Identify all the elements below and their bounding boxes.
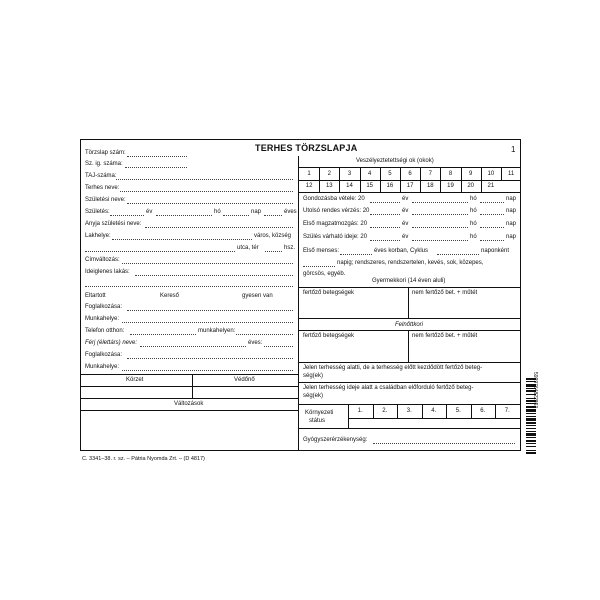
risk-cell-6[interactable]: 6 (408, 171, 412, 177)
ideiglenes-field-2[interactable] (85, 286, 293, 287)
barcode-number: 5999764822853 (532, 372, 538, 409)
risk-cell-divider (481, 168, 482, 180)
egyesen-label[interactable]: gyesen van (242, 293, 273, 299)
szul-eves-field[interactable] (264, 215, 282, 216)
utolso-nap-label: nap (506, 208, 517, 214)
status-cell-divider (520, 404, 521, 418)
risk-cell-divider (461, 168, 462, 180)
gondozas-ev-label: év (402, 196, 409, 202)
foglalk-label: Foglalkozása: (85, 304, 123, 310)
ferj-label: Férj (élettárs) neve: (85, 340, 138, 346)
risk-cell-9[interactable]: 9 (469, 171, 473, 177)
menses-mid-label: éves korban, Cyklus (374, 248, 429, 254)
hsz-field[interactable] (265, 251, 282, 252)
gondozas-nap-label: nap (506, 196, 517, 202)
utolso-ev-label: év (402, 208, 409, 214)
varhato-ho-field[interactable] (412, 240, 468, 241)
eltartott-label[interactable]: Eltartott (85, 293, 106, 299)
magzat-ho-field[interactable] (412, 227, 468, 228)
status-cell-3[interactable]: 3. (406, 408, 412, 414)
utca-label: utca, tér (237, 245, 259, 251)
kornyezeti-label: Környezeti (305, 410, 334, 416)
risk-cell-divider (501, 168, 502, 180)
menses-cycle-field[interactable] (437, 254, 479, 255)
veszely-label: Veszélyeztetettségi ok (okok) (356, 158, 434, 164)
hsz-label: hsz. (284, 245, 296, 251)
status-cell-6[interactable]: 6. (480, 408, 486, 414)
varos-label: város, község (254, 233, 292, 239)
munkahely-label: Munkahelye: (85, 316, 120, 322)
lakhely-label: Lakhelye: (85, 233, 111, 239)
grid-top (299, 167, 521, 168)
korzet-box-top (80, 374, 298, 375)
szul-nap-field[interactable] (223, 215, 249, 216)
szul-nap-label: nap (251, 209, 262, 215)
utolso-nap-field[interactable] (480, 214, 504, 215)
risk-cell-21[interactable]: 21 (487, 183, 495, 189)
risk-cell-divider (319, 180, 320, 192)
status-cells-bottom (348, 418, 520, 419)
risk-cell-18[interactable]: 18 (426, 183, 434, 189)
ideiglenes-label: Ideiglenes lakás: (85, 269, 130, 275)
ideiglenes-field[interactable] (135, 275, 293, 276)
felnott-fertozo-label: fertőző betegségek (303, 333, 355, 339)
korzet-label: Körzet (126, 377, 144, 383)
risk-cell-divider (481, 180, 482, 192)
risk-cell-17[interactable]: 17 (406, 183, 414, 189)
szul-ev-label: év (146, 209, 153, 215)
gondozas-ho-label: hó (470, 196, 477, 202)
risk-cell-16[interactable]: 16 (386, 183, 394, 189)
risk-cell-divider (400, 180, 401, 192)
munkahely2-field[interactable] (122, 370, 293, 371)
risk-cell-divider (400, 168, 401, 180)
szul-ev-field[interactable] (110, 215, 144, 216)
felnottkori-label: Felnőttkori (395, 322, 424, 328)
foglalk-field[interactable] (127, 310, 293, 311)
korzet-divider (192, 374, 193, 398)
magzat-label: Első magzatmozgás: 20 (303, 221, 368, 227)
felnott-divider (408, 330, 409, 362)
ferj-eves-field[interactable] (264, 346, 293, 347)
szul-label: Születés: (85, 209, 110, 215)
taj-field[interactable] (116, 179, 293, 180)
vedono-label: Védőnő (234, 377, 255, 383)
menses-age-field[interactable] (340, 254, 372, 255)
status-cell-4[interactable]: 4. (431, 408, 437, 414)
risk-cell-divider (380, 180, 381, 192)
jelen1b-text: ség(ek) (303, 373, 324, 379)
torzslap-field[interactable] (127, 156, 187, 157)
risk-cell-3[interactable]: 3 (347, 171, 352, 177)
risk-cell-divider (461, 180, 462, 192)
gyermek-top (299, 287, 521, 288)
footer-text: C. 3341–38. r. sz. – Pátria Nyomda Zrt. – (D 4817) (82, 456, 205, 462)
gyermek-fertozo-label: fertőző betegségek (303, 290, 355, 296)
utolso-ho-field[interactable] (412, 214, 468, 215)
risk-cell-19[interactable]: 19 (447, 183, 454, 189)
valtozasok-line (80, 410, 298, 411)
naponkent-label: naponként (481, 248, 510, 254)
gyermek-nem-fertozo-label: nem fertőző bet. + műtét (412, 290, 478, 296)
magzat-nap-field[interactable] (480, 227, 504, 228)
risk-cell-4[interactable]: 4 (368, 171, 372, 177)
risk-cell-20[interactable]: 20 (467, 183, 475, 189)
risk-cell-divider (319, 168, 320, 180)
cim-label: Címváltozás: (85, 257, 120, 263)
utca-field[interactable] (85, 251, 235, 252)
felnott-header-line (299, 330, 521, 331)
foglalk2-field[interactable] (127, 358, 293, 359)
gyogyszer-label: Gyógyszerérzékenység: (303, 437, 368, 443)
torzslap-label: Törzslap szám: (85, 150, 126, 156)
jelen2-top (299, 382, 521, 383)
risk-cell-divider (339, 180, 340, 192)
kornyezeti-top (299, 404, 521, 405)
szul-ho-label: hó (214, 209, 221, 215)
varhato-ev-label: év (402, 234, 409, 240)
risk-cell-1[interactable]: 1 (307, 171, 311, 177)
gyermek-divider (408, 287, 409, 318)
risk-cell-divider (339, 168, 340, 180)
felnott-nem-fertozo-label: nem fertőző bet. + műtét (412, 333, 478, 339)
risk-cell-divider (360, 180, 361, 192)
szul-neve-label: Születési neve: (85, 197, 126, 203)
jelen1-top (299, 362, 521, 363)
szul-ho-field[interactable] (156, 215, 212, 216)
magzat-ev-field[interactable] (370, 227, 400, 228)
taj-label: TAJ-száma: (85, 173, 117, 179)
anyja-field[interactable] (145, 227, 293, 228)
risk-cell-divider (380, 168, 381, 180)
lakhely-field[interactable] (112, 239, 252, 240)
gyogyszer-field[interactable] (373, 443, 515, 444)
column-divider (298, 156, 299, 451)
magzat-ho-label: hó (470, 221, 477, 227)
grid-bottom (299, 192, 521, 193)
varhato-nap-field[interactable] (480, 240, 504, 241)
jelen2-text: Jelen terhesség ideje alatt a családban előforduló fertőző beteg- (303, 385, 474, 391)
munkahelyen-field[interactable] (236, 334, 293, 335)
korzet-header-line (80, 386, 298, 387)
kornyezeti-bottom (299, 428, 521, 429)
cim-field[interactable] (122, 263, 293, 264)
valtozasok-label: Változások (174, 401, 204, 407)
risk-cell-13[interactable]: 13 (325, 183, 333, 189)
kereso-label[interactable]: Kereső (160, 293, 180, 299)
telefon-label: Telefon otthon: (85, 328, 125, 334)
telefon-field[interactable] (130, 334, 196, 335)
risk-cell-7[interactable]: 7 (428, 171, 432, 177)
risk-cell-15[interactable]: 15 (366, 183, 374, 189)
gondozas-nap-field[interactable] (480, 202, 504, 203)
page-number: 1 (511, 145, 516, 154)
gyermekkori-label: Gyermekkori (14 éven aluli) (372, 278, 446, 284)
utolso-ho-label: hó (470, 208, 477, 214)
varhato-label: Szülés várható ideje: 20 (303, 234, 368, 240)
munkahelyen-label: munkahelyen: (198, 328, 236, 334)
risk-cell-2[interactable]: 2 (327, 171, 331, 177)
risk-cell-divider (440, 180, 441, 192)
status-cell-5[interactable]: 5. (455, 408, 461, 414)
risk-cell-divider (440, 168, 441, 180)
menses-label: Első menses: (303, 248, 340, 254)
menses-days-field[interactable] (303, 266, 335, 267)
risk-cell-14[interactable]: 14 (346, 183, 353, 189)
gondozas-ev-field[interactable] (370, 202, 400, 203)
risk-cell-11[interactable]: 11 (507, 171, 515, 177)
utolso-ev-field[interactable] (370, 214, 400, 215)
form-title: TERHES TÖRZSLAPJA (255, 143, 358, 153)
szul-neve-field[interactable] (127, 203, 293, 204)
risk-cell-divider (420, 180, 421, 192)
status-cell-2[interactable]: 2. (382, 408, 388, 414)
varhato-ev-field[interactable] (370, 240, 400, 241)
risk-cell-8[interactable]: 8 (448, 171, 453, 177)
varhato-ho-label: hó (470, 234, 477, 240)
utolso-label: Utolsó rendes vérzés: 20 (303, 208, 370, 214)
szig-label: Sz. ig. száma: (85, 161, 123, 167)
valtozasok-top (80, 398, 298, 399)
jelen2b-text: ség(ek) (303, 393, 324, 399)
foglalk2-label: Foglalkozása: (85, 352, 123, 358)
ferj-eves-label: éves: (248, 340, 263, 346)
ferj-field[interactable] (140, 346, 246, 347)
magzat-ev-label: év (402, 221, 409, 227)
felnott-top (299, 318, 521, 319)
status-cell-1[interactable]: 1. (357, 408, 363, 414)
neve-field[interactable] (120, 191, 293, 192)
varhato-nap-label: nap (506, 234, 517, 240)
munkahely-field[interactable] (122, 322, 293, 323)
magzat-nap-label: nap (506, 221, 517, 227)
neve-label: Terhes neve: (85, 185, 120, 191)
gondozas-label: Gondozásba vétele: 20 (303, 196, 365, 202)
anyja-label: Anyja születési neve: (85, 221, 142, 227)
status-cell-7[interactable]: 7. (504, 408, 510, 414)
munkahely2-label: Munkahelye: (85, 364, 120, 370)
menses2-text: napig; rendszeres, rendszertelen, kevés, sok, közepes, (337, 260, 484, 266)
status-label: státus (309, 418, 326, 424)
risk-cell-10[interactable]: 10 (487, 171, 495, 177)
gondozas-ho-field[interactable] (412, 202, 468, 203)
menses3-text: görcsös, egyéb. (303, 271, 346, 277)
jelen1-text: Jelen terhesség alatti, de a terhesség előtt kezdődött fertőző beteg- (303, 365, 483, 371)
risk-cell-5[interactable]: 5 (388, 171, 392, 177)
risk-cell-divider (420, 168, 421, 180)
risk-cell-12[interactable]: 12 (305, 183, 313, 189)
szig-field[interactable] (125, 167, 187, 168)
szul-eves-label: éves (284, 209, 297, 215)
risk-cell-divider (360, 168, 361, 180)
